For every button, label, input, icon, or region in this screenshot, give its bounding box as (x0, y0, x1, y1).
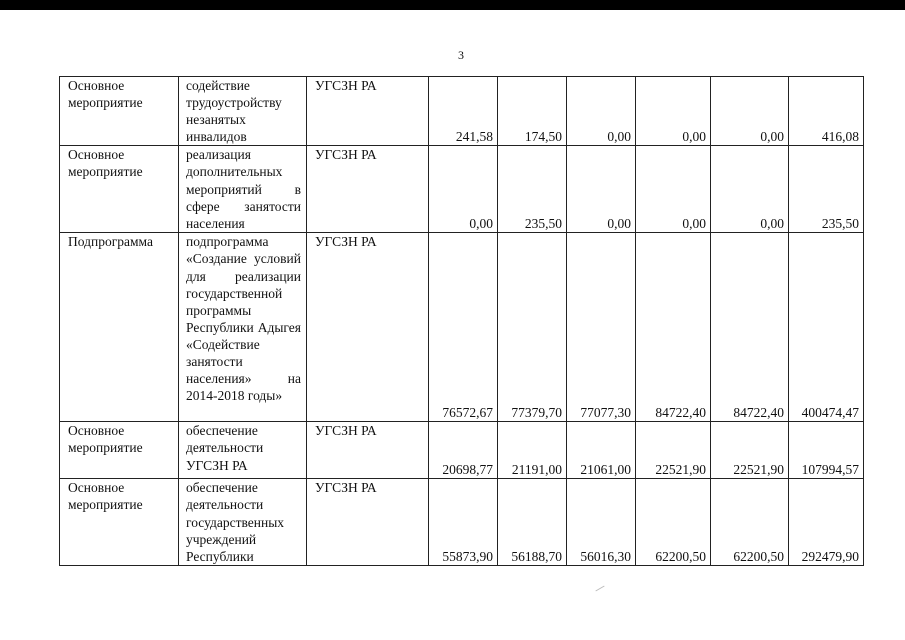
page-number: 3 (458, 48, 464, 62)
row-organization: УГСЗН РА (307, 479, 429, 565)
value-cell: 0,00 (636, 146, 711, 233)
value-cell: 62200,50 (636, 479, 711, 565)
scan-mark (595, 586, 604, 592)
value-cell: 21061,00 (567, 422, 636, 479)
value-cell: 0,00 (567, 77, 636, 146)
row-type: Основное мероприятие (60, 146, 179, 233)
table-row (60, 146, 864, 233)
value-cell: 0,00 (636, 77, 711, 146)
row-organization: УГСЗН РА (307, 422, 429, 479)
table-row (60, 77, 864, 146)
value-cell: 22521,90 (711, 422, 789, 479)
total-cell: 292479,90 (789, 479, 864, 565)
table-row (60, 422, 864, 479)
total-cell: 107994,57 (789, 422, 864, 479)
value-cell: 56188,70 (498, 479, 567, 565)
row-organization: УГСЗН РА (307, 146, 429, 233)
value-cell: 241,58 (429, 77, 498, 146)
row-description: реализация дополнительных мероприятий в сфере занятости населения (179, 146, 307, 233)
total-cell: 400474,47 (789, 233, 864, 422)
value-cell: 0,00 (429, 146, 498, 233)
total-cell: 235,50 (789, 146, 864, 233)
value-cell: 22521,90 (636, 422, 711, 479)
value-cell: 55873,90 (429, 479, 498, 565)
row-description: обеспечение деятельности государственных учреждений Республики (179, 479, 307, 565)
row-organization: УГСЗН РА (307, 233, 429, 422)
value-cell: 0,00 (711, 146, 789, 233)
value-cell: 20698,77 (429, 422, 498, 479)
row-type: Основное мероприятие (60, 422, 179, 479)
value-cell: 0,00 (567, 146, 636, 233)
value-cell: 0,00 (711, 77, 789, 146)
scan-top-border (0, 0, 905, 10)
row-type: Основное мероприятие (60, 77, 179, 146)
budget-table (59, 76, 864, 566)
table-row (60, 479, 864, 565)
value-cell: 62200,50 (711, 479, 789, 565)
value-cell: 77077,30 (567, 233, 636, 422)
value-cell: 76572,67 (429, 233, 498, 422)
total-cell: 416,08 (789, 77, 864, 146)
value-cell: 56016,30 (567, 479, 636, 565)
row-type: Основное мероприятие (60, 479, 179, 565)
row-type: Подпрограмма (60, 233, 179, 422)
row-description: содействие трудоустройству незанятых инвалидов (179, 77, 307, 146)
table-row (60, 233, 864, 422)
value-cell: 84722,40 (636, 233, 711, 422)
value-cell: 21191,00 (498, 422, 567, 479)
value-cell: 84722,40 (711, 233, 789, 422)
value-cell: 77379,70 (498, 233, 567, 422)
row-description: обеспечение деятельности УГСЗН РА (179, 422, 307, 479)
row-organization: УГСЗН РА (307, 77, 429, 146)
row-description: подпрограмма «Создание условий для реализации государственной программы Республики Адыгея «Содействие занятости населения» на 2014-2018 годы» (179, 233, 307, 422)
value-cell: 235,50 (498, 146, 567, 233)
value-cell: 174,50 (498, 77, 567, 146)
